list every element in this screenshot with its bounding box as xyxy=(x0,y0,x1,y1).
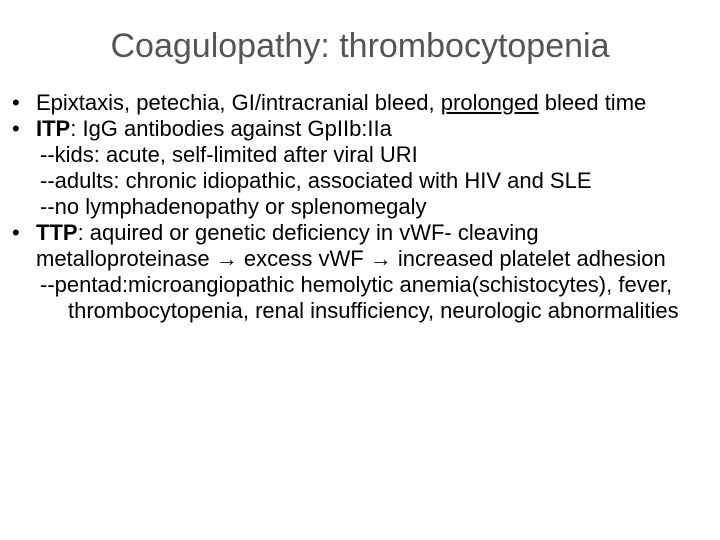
bullet-text xyxy=(36,116,710,142)
bullet-item-symptoms xyxy=(10,90,710,116)
itp-definition: : IgG antibodies against GpIIb:IIa xyxy=(70,116,392,141)
underlined-word: prolonged xyxy=(440,90,539,115)
arrow-right-icon: → xyxy=(369,246,392,271)
bullet-icon: • xyxy=(12,220,20,245)
sub-item-itp-adults xyxy=(10,168,710,194)
bullet-icon: • xyxy=(12,116,20,141)
bullet-item-ttp xyxy=(10,220,710,272)
bullet-icon: • xyxy=(12,90,20,115)
ttp-step-2: excess vWF xyxy=(237,246,370,271)
bullet-item-itp xyxy=(10,116,710,142)
bullet-text xyxy=(36,220,710,272)
sub-item-ttp-pentad xyxy=(10,272,710,324)
sub-text: --no lymphadenopathy or splenomegaly xyxy=(40,194,427,219)
slide-body xyxy=(10,90,710,324)
sub-text: --pentad:microangiopathic hemolytic anemia(schistocytes), fever, thrombocytopenia, renal insufficiency, neurologic abnormalities xyxy=(40,272,679,323)
itp-term: ITP xyxy=(36,116,71,141)
ttp-definition: : aquired or genetic deficiency in vWF- cleaving metalloproteinase xyxy=(36,220,539,271)
slide-title: Coagulopathy: thrombocytopenia xyxy=(110,27,610,65)
sub-item-itp-kids xyxy=(10,142,710,168)
sub-text: --adults: chronic idiopathic, associated with HIV and SLE xyxy=(40,168,592,193)
ttp-step-3: increased platelet adhesion xyxy=(391,246,666,271)
bullet-text xyxy=(36,90,710,116)
symptoms-text: Epixtaxis, petechia, GI/intracranial bleed, xyxy=(36,90,441,115)
symptoms-text-end: bleed time xyxy=(538,90,647,115)
sub-item-itp-findings xyxy=(10,194,710,220)
sub-text: --kids: acute, self-limited after viral URI xyxy=(40,142,418,167)
arrow-right-icon: → xyxy=(215,246,238,271)
ttp-term: TTP xyxy=(36,220,78,245)
